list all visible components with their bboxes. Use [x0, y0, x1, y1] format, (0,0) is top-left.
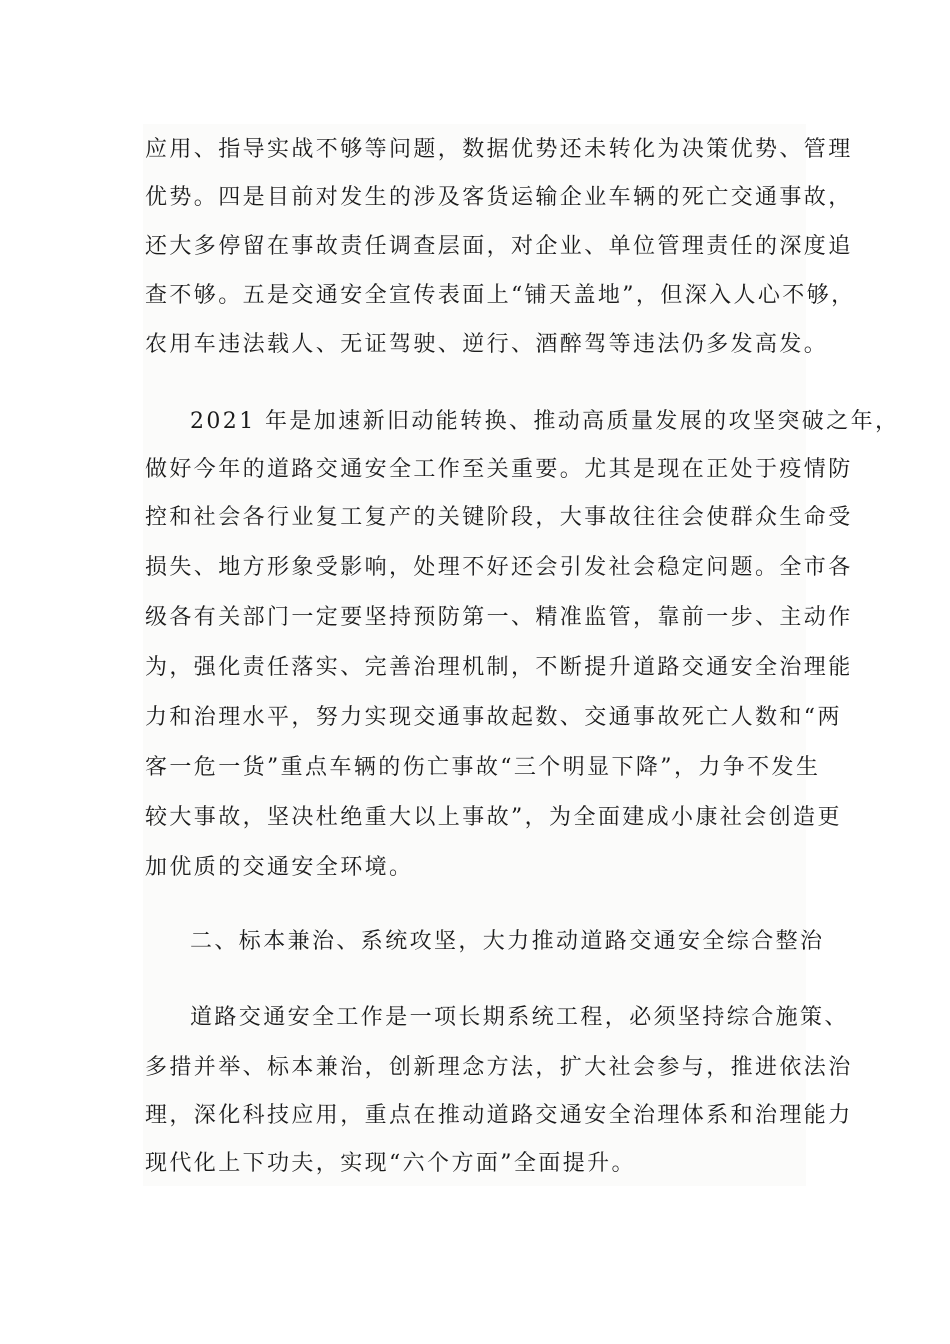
paragraph-2-line-7: 力和治理水平，努力实现交通事故起数、交通事故死亡人数和“两 [145, 705, 842, 730]
paragraph-2-line-1: 2021 年是加速新旧动能转换、推动高质量发展的攻坚突破之年， [190, 409, 900, 434]
paragraph-1-line-5: 农用车违法载人、无证驾驶、逆行、酒醉驾等违法仍多发高发。 [145, 332, 829, 357]
paragraph-2-line-5: 级各有关部门一定要坚持预防第一、精准监管，靠前一步、主动作 [145, 605, 853, 630]
paragraph-1-line-2: 优势。四是目前对发生的涉及客货运输企业车辆的死亡交通事故， [145, 185, 853, 210]
paragraph-2-line-3: 控和社会各行业复工复产的关键阶段，大事故往往会使群众生命受 [145, 505, 853, 530]
paragraph-2-line-8: 客一危一货”重点车辆的伤亡事故“三个明显下降”，力争不发生 [145, 755, 821, 780]
paragraph-3-line-1: 道路交通安全工作是一项长期系统工程，必须坚持综合施策、 [190, 1005, 849, 1030]
paragraph-2-line-10: 加优质的交通安全环境。 [145, 855, 414, 880]
paragraph-2-line-2: 做好今年的道路交通安全工作至关重要。尤其是现在正处于疫情防 [145, 457, 853, 482]
paragraph-2-line-9: 较大事故，坚决杜绝重大以上事故”，为全面建成小康社会创造更 [145, 805, 842, 830]
paragraph-3-line-2: 多措并举、标本兼治，创新理念方法，扩大社会参与，推进依法治 [145, 1055, 853, 1080]
paragraph-3-line-4: 现代化上下功夫，实现“六个方面”全面提升。 [145, 1151, 636, 1176]
paragraph-1-line-3: 还大多停留在事故责任调查层面，对企业、单位管理责任的深度追 [145, 234, 853, 259]
paragraph-1-line-4: 查不够。五是交通安全宣传表面上“铺天盖地”，但深入人心不够， [145, 283, 856, 308]
paragraph-1-line-1: 应用、指导实战不够等问题，数据优势还未转化为决策优势、管理 [145, 137, 853, 162]
paragraph-2-line-6: 为，强化责任落实、完善治理机制，不断提升道路交通安全治理能 [145, 655, 853, 680]
section-heading: 二、标本兼治、系统攻坚，大力推动道路交通安全综合整治 [190, 929, 825, 954]
paragraph-2-line-4: 损失、地方形象受影响，处理不好还会引发社会稳定问题。全市各 [145, 555, 853, 580]
paragraph-3-line-3: 理，深化科技应用，重点在推动道路交通安全治理体系和治理能力 [145, 1103, 853, 1128]
